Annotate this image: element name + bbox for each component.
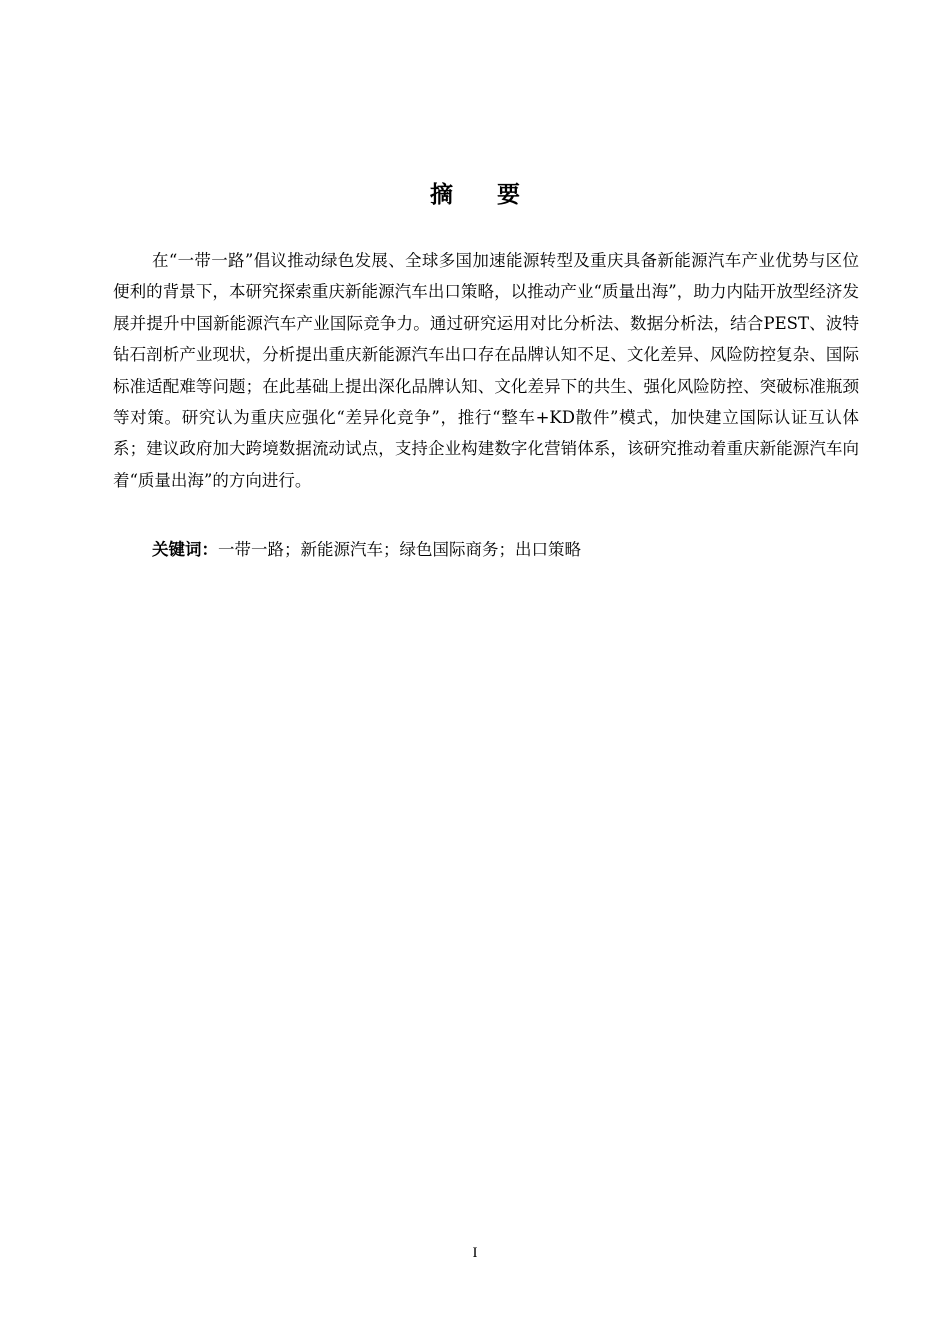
abstract-body: 在“一带一路”倡议推动绿色发展、全球多国加速能源转型及重庆具备新能源汽车产业优势与区位便利的背景下，本研究探索重庆新能源汽车出口策略，以推动产业“质量出海”，助力内陆开放型经济发展并提升中国新能源汽车产业国际竞争力。通过研究运用对比分析法、数据分析法，结合PEST、波特钻石剖析产业现状，分析提出重庆新能源汽车出口存在品牌认知不足、文化差异、风险防控复杂、国际标准适配难等问题；在此基础上提出深化品牌认知、文化差异下的共生、强化风险防控、突破标准瓶颈等对策。研究认为重庆应强化“差异化竞争”，推行“整车+KD散件”模式，加快建立国际认证互认体系；建议政府加大跨境数据流动试点，支持企业构建数字化营销体系，该研究推动着重庆新能源汽车向着“质量出海”的方向进行。 (113, 251, 859, 490)
abstract-title (0, 178, 950, 212)
keywords-line (113, 534, 859, 565)
page-number: I (472, 1245, 478, 1261)
keywords-text: 一带一路；新能源汽车；绿色国际商务；出口策略 (218, 540, 581, 559)
keywords-label: 关键词： (152, 540, 218, 559)
abstract-title-char-1: 摘 (430, 182, 453, 208)
abstract-title-char-2: 要 (497, 182, 520, 208)
